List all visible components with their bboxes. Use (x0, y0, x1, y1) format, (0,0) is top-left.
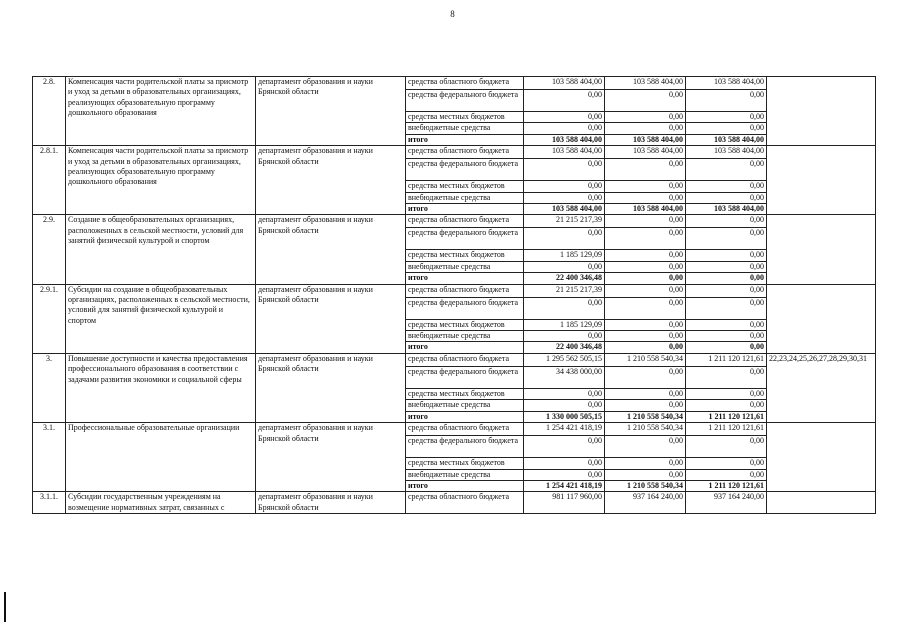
item-indicators (767, 215, 876, 284)
amount-year-3: 0,00 (686, 342, 767, 353)
amount-year-2: 0,00 (605, 273, 686, 284)
funding-source: средства федерального бюджета (406, 366, 524, 388)
amount-year-3: 0,00 (686, 284, 767, 297)
amount-year-3: 1 211 120 121,61 (686, 480, 767, 491)
funding-source: внебюджетные средства (406, 400, 524, 411)
amount-year-3: 0,00 (686, 123, 767, 134)
amount-year-1: 1 295 562 505,15 (524, 353, 605, 366)
amount-year-3: 0,00 (686, 319, 767, 330)
funding-source: средства областного бюджета (406, 215, 524, 228)
amount-year-2: 0,00 (605, 159, 686, 181)
amount-year-2: 103 588 404,00 (605, 134, 686, 145)
amount-year-1: 0,00 (524, 331, 605, 342)
funding-source: средства областного бюджета (406, 284, 524, 297)
funding-source: средства местных бюджетов (406, 250, 524, 261)
amount-year-2: 0,00 (605, 342, 686, 353)
amount-year-3: 0,00 (686, 250, 767, 261)
amount-year-1: 21 215 217,39 (524, 284, 605, 297)
amount-year-3: 103 588 404,00 (686, 146, 767, 159)
item-executor: департамент образования и науки Брянской области (256, 284, 406, 353)
amount-year-2: 1 210 558 540,34 (605, 411, 686, 422)
amount-year-2: 0,00 (605, 261, 686, 272)
amount-year-2: 0,00 (605, 366, 686, 388)
amount-year-3: 1 211 120 121,61 (686, 411, 767, 422)
funding-source: средства федерального бюджета (406, 159, 524, 181)
amount-year-2: 0,00 (605, 469, 686, 480)
funding-source: средства федерального бюджета (406, 90, 524, 112)
table-row (33, 284, 876, 297)
item-indicators (767, 423, 876, 492)
amount-year-1: 0,00 (524, 400, 605, 411)
item-name: Субсидии на создание в общеобразовательных организациях, расположенных в сельской местности, условий для занятий физической культурой и спортом (66, 284, 256, 353)
amount-year-1: 0,00 (524, 388, 605, 399)
amount-year-2: 0,00 (605, 297, 686, 319)
amount-year-2: 0,00 (605, 228, 686, 250)
amount-year-3: 0,00 (686, 366, 767, 388)
funding-source: внебюджетные средства (406, 331, 524, 342)
amount-year-1: 0,00 (524, 297, 605, 319)
amount-year-3: 0,00 (686, 228, 767, 250)
item-number: 2.8. (33, 77, 66, 146)
item-indicators (767, 77, 876, 146)
amount-year-3: 0,00 (686, 159, 767, 181)
amount-year-1: 103 588 404,00 (524, 77, 605, 90)
funding-source: итого (406, 480, 524, 491)
funding-source: средства областного бюджета (406, 146, 524, 159)
funding-source: итого (406, 342, 524, 353)
amount-year-1: 0,00 (524, 469, 605, 480)
amount-year-2: 0,00 (605, 192, 686, 203)
funding-source: внебюджетные средства (406, 123, 524, 134)
item-executor: департамент образования и науки Брянской области (256, 423, 406, 492)
item-indicators (767, 146, 876, 215)
amount-year-2: 0,00 (605, 112, 686, 123)
item-name: Повышение доступности и качества предоставления профессионального образования в соответствии с задачами развития экономики и социальной сферы (66, 353, 256, 422)
item-number: 2.8.1. (33, 146, 66, 215)
funding-table-body (33, 77, 876, 514)
item-name: Субсидии государственным учреждениям на возмещение нормативных затрат, связанных с (66, 492, 256, 514)
item-executor: департамент образования и науки Брянской области (256, 146, 406, 215)
funding-source: итого (406, 134, 524, 145)
item-executor: департамент образования и науки Брянской области (256, 77, 406, 146)
amount-year-3: 103 588 404,00 (686, 134, 767, 145)
amount-year-3: 1 211 120 121,61 (686, 423, 767, 436)
table-row (33, 423, 876, 436)
amount-year-1: 0,00 (524, 192, 605, 203)
amount-year-1: 0,00 (524, 112, 605, 123)
amount-year-2: 0,00 (605, 319, 686, 330)
amount-year-3: 0,00 (686, 469, 767, 480)
amount-year-3: 1 211 120 121,61 (686, 353, 767, 366)
funding-source: средства местных бюджетов (406, 112, 524, 123)
amount-year-1: 0,00 (524, 261, 605, 272)
funding-source: внебюджетные средства (406, 192, 524, 203)
amount-year-2: 0,00 (605, 90, 686, 112)
amount-year-2: 103 588 404,00 (605, 204, 686, 215)
funding-source: средства местных бюджетов (406, 181, 524, 192)
amount-year-2: 0,00 (605, 436, 686, 458)
funding-source: средства областного бюджета (406, 353, 524, 366)
amount-year-2: 0,00 (605, 250, 686, 261)
item-name: Профессиональные образовательные организации (66, 423, 256, 492)
amount-year-3: 0,00 (686, 181, 767, 192)
amount-year-1: 0,00 (524, 228, 605, 250)
item-executor: департамент образования и науки Брянской области (256, 215, 406, 284)
amount-year-1: 1 185 129,09 (524, 250, 605, 261)
item-number: 3.1.1. (33, 492, 66, 514)
amount-year-1: 0,00 (524, 90, 605, 112)
item-executor: департамент образования и науки Брянской области (256, 353, 406, 422)
amount-year-3: 0,00 (686, 215, 767, 228)
page-number: 8 (450, 9, 455, 19)
amount-year-2: 0,00 (605, 284, 686, 297)
item-indicators: 22,23,24,25,26,27,28,29,30,31 (767, 353, 876, 422)
amount-year-1: 0,00 (524, 123, 605, 134)
table-row (33, 77, 876, 90)
amount-year-3: 0,00 (686, 112, 767, 123)
amount-year-3: 103 588 404,00 (686, 77, 767, 90)
funding-source: средства федерального бюджета (406, 297, 524, 319)
funding-source: внебюджетные средства (406, 261, 524, 272)
amount-year-1: 22 400 346,48 (524, 273, 605, 284)
amount-year-1: 0,00 (524, 181, 605, 192)
funding-source: итого (406, 273, 524, 284)
amount-year-1: 21 215 217,39 (524, 215, 605, 228)
funding-source: средства местных бюджетов (406, 458, 524, 469)
amount-year-3: 0,00 (686, 261, 767, 272)
item-number: 3.1. (33, 423, 66, 492)
amount-year-2: 1 210 558 540,34 (605, 423, 686, 436)
amount-year-3: 0,00 (686, 331, 767, 342)
item-indicators (767, 492, 876, 514)
amount-year-2: 0,00 (605, 215, 686, 228)
amount-year-1: 0,00 (524, 458, 605, 469)
funding-source: средства областного бюджета (406, 423, 524, 436)
amount-year-2: 103 588 404,00 (605, 146, 686, 159)
amount-year-2: 0,00 (605, 400, 686, 411)
amount-year-3: 0,00 (686, 297, 767, 319)
amount-year-3: 0,00 (686, 400, 767, 411)
funding-source: итого (406, 411, 524, 422)
amount-year-1: 103 588 404,00 (524, 204, 605, 215)
funding-source: средства областного бюджета (406, 77, 524, 90)
amount-year-2: 0,00 (605, 123, 686, 134)
funding-source: средства областного бюджета (406, 492, 524, 514)
amount-year-2: 0,00 (605, 181, 686, 192)
amount-year-3: 0,00 (686, 192, 767, 203)
amount-year-2: 1 210 558 540,34 (605, 480, 686, 491)
amount-year-1: 103 588 404,00 (524, 146, 605, 159)
item-executor: департамент образования и науки Брянской области (256, 492, 406, 514)
item-number: 3. (33, 353, 66, 422)
amount-year-3: 937 164 240,00 (686, 492, 767, 514)
item-number: 2.9. (33, 215, 66, 284)
amount-year-1: 103 588 404,00 (524, 134, 605, 145)
amount-year-3: 103 588 404,00 (686, 204, 767, 215)
amount-year-1: 34 438 000,00 (524, 366, 605, 388)
table-row (33, 146, 876, 159)
amount-year-3: 0,00 (686, 273, 767, 284)
amount-year-1: 981 117 960,00 (524, 492, 605, 514)
amount-year-1: 22 400 346,48 (524, 342, 605, 353)
amount-year-2: 0,00 (605, 388, 686, 399)
funding-source: средства федерального бюджета (406, 228, 524, 250)
funding-source: средства федерального бюджета (406, 436, 524, 458)
table-row (33, 353, 876, 366)
funding-source: внебюджетные средства (406, 469, 524, 480)
amount-year-2: 937 164 240,00 (605, 492, 686, 514)
amount-year-1: 0,00 (524, 159, 605, 181)
item-name: Компенсация части родительской платы за присмотр и уход за детьми в образовательных организациях, реализующих образовательную программу дошкольного образования (66, 146, 256, 215)
funding-source: итого (406, 204, 524, 215)
amount-year-1: 1 185 129,09 (524, 319, 605, 330)
amount-year-1: 1 330 000 505,15 (524, 411, 605, 422)
funding-table (32, 76, 876, 514)
amount-year-2: 0,00 (605, 331, 686, 342)
scan-edge-mark (4, 592, 6, 622)
amount-year-3: 0,00 (686, 388, 767, 399)
amount-year-3: 0,00 (686, 436, 767, 458)
amount-year-1: 1 254 421 418,19 (524, 423, 605, 436)
item-name: Создание в общеобразовательных организациях, расположенных в сельской местности, условий для занятий физической культурой и спортом (66, 215, 256, 284)
table-row (33, 215, 876, 228)
item-indicators (767, 284, 876, 353)
table-row (33, 492, 876, 514)
amount-year-1: 1 254 421 418,19 (524, 480, 605, 491)
amount-year-3: 0,00 (686, 458, 767, 469)
item-number: 2.9.1. (33, 284, 66, 353)
amount-year-2: 103 588 404,00 (605, 77, 686, 90)
amount-year-2: 1 210 558 540,34 (605, 353, 686, 366)
funding-source: средства местных бюджетов (406, 388, 524, 399)
amount-year-3: 0,00 (686, 90, 767, 112)
amount-year-2: 0,00 (605, 458, 686, 469)
amount-year-1: 0,00 (524, 436, 605, 458)
item-name: Компенсация части родительской платы за присмотр и уход за детьми в образовательных организациях, реализующих образовательную программу дошкольного образования (66, 77, 256, 146)
funding-source: средства местных бюджетов (406, 319, 524, 330)
